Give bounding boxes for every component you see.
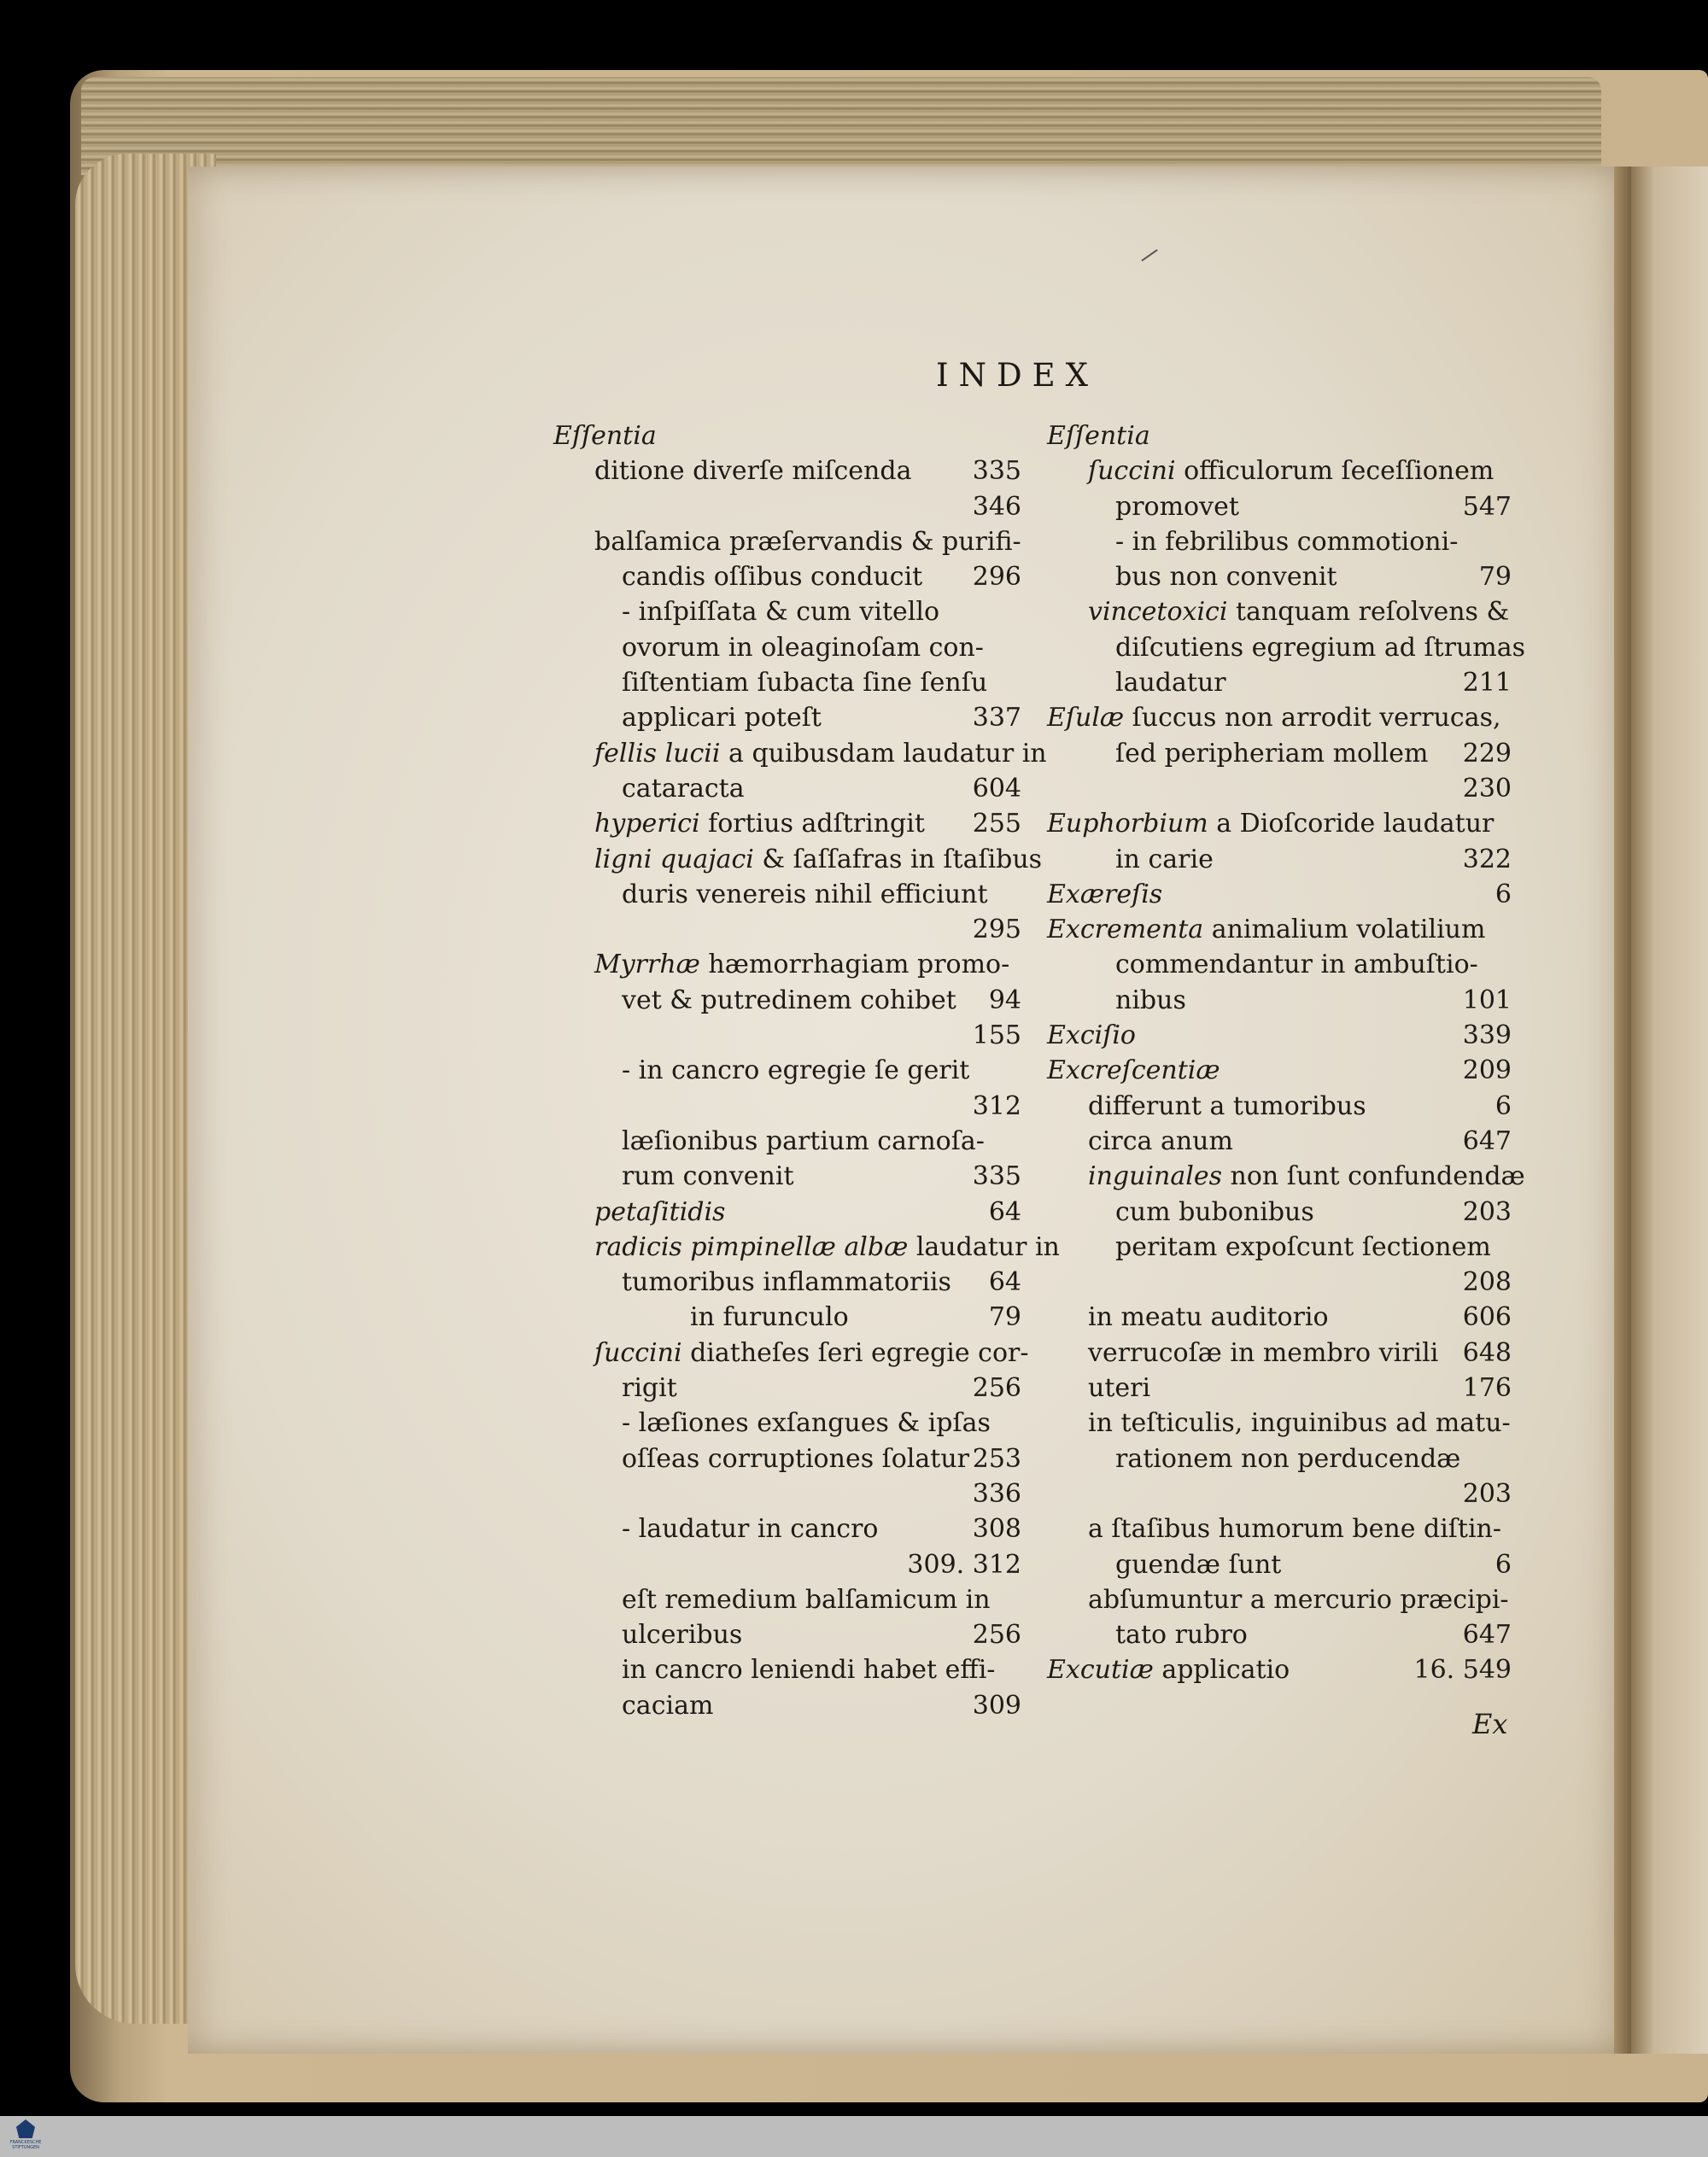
entry-text: - in febrilibus commotioni-: [1115, 526, 1459, 557]
index-entry: [1047, 842, 1512, 877]
index-entry: [1047, 524, 1512, 559]
next-page-edge: [1631, 167, 1708, 2054]
entry-text: rigit: [622, 1373, 677, 1404]
index-entry: [553, 1582, 1021, 1617]
index-entry: [1047, 489, 1512, 524]
index-entry: [1047, 559, 1512, 594]
entry-text: verrucoſæ in membro virili: [1088, 1337, 1439, 1368]
index-entry: [1047, 1018, 1512, 1053]
entry-page-number: 648: [1462, 1337, 1512, 1368]
entry-page-number: 337: [972, 703, 1021, 734]
entry-page-number: 230: [1462, 773, 1512, 804]
page-edges-top: [81, 77, 1601, 175]
index-entry: [1047, 1547, 1512, 1582]
entry-page-number: 79: [1478, 562, 1512, 593]
index-entry: [1047, 1265, 1512, 1300]
entry-page-number: 336: [972, 1478, 1021, 1509]
index-entry: [553, 1300, 1021, 1335]
index-entry: [1047, 700, 1512, 735]
entry-page-number: 256: [972, 1620, 1021, 1651]
index-entry: [553, 1124, 1021, 1159]
index-entry: [1047, 1371, 1512, 1406]
entry-text: petaſitidis: [594, 1196, 726, 1227]
entry-text: Excreſcentiæ: [1047, 1055, 1220, 1086]
entry-text: guendæ ſunt: [1115, 1549, 1282, 1580]
index-entry: [553, 736, 1047, 771]
entry-text: ligni quajaci & ſaſſafras in ſtaſibus: [594, 844, 1043, 874]
entry-page-number: 16. 549: [1413, 1655, 1512, 1686]
entry-page-number: 64: [988, 1196, 1021, 1227]
index-entry: [553, 1688, 1021, 1723]
entry-text: duris venereis nihil efficiunt: [622, 879, 988, 909]
entry-text: laudatur: [1115, 668, 1226, 699]
index-entry: [553, 947, 1021, 982]
index-entry: [1047, 1053, 1512, 1088]
entry-page-number: 309. 312: [907, 1549, 1021, 1580]
index-entry: [553, 453, 1021, 488]
entry-text: uteri: [1088, 1373, 1151, 1404]
entry-text: differunt a tumoribus: [1088, 1090, 1366, 1121]
index-entry: [1047, 1406, 1512, 1441]
entry-page-number: 203: [1462, 1196, 1512, 1227]
entry-page-number: 295: [972, 915, 1021, 945]
index-entry: [553, 842, 1043, 877]
index-entry: [553, 524, 1021, 559]
entry-text: inguinales non ſunt confundendæ: [1088, 1161, 1525, 1192]
entry-text: fellis lucii a quibusdam laudatur in: [594, 738, 1047, 769]
entry-page-number: 6: [1494, 879, 1512, 909]
entry-text: a ſtaſibus humorum bene diſtin-: [1088, 1514, 1501, 1545]
entry-page-number: 79: [988, 1302, 1021, 1333]
entry-page-number: 647: [1462, 1125, 1512, 1156]
entry-text: Excrementa animalium volatilium: [1047, 915, 1486, 945]
entry-text: Excutiæ applicatio: [1047, 1655, 1290, 1686]
entry-text: promovet: [1115, 491, 1239, 522]
index-entry: [1047, 1124, 1512, 1159]
index-entry: [1047, 877, 1512, 912]
entry-page-number: 94: [988, 985, 1021, 1015]
entry-text: tato rubro: [1115, 1620, 1248, 1651]
index-entry: [553, 1547, 1021, 1582]
entry-page-number: 604: [972, 773, 1021, 804]
entry-text: ſuccini diatheſes ſeri egregie cor-: [594, 1337, 1029, 1368]
index-entry: [553, 559, 1021, 594]
index-entry: [553, 1265, 1021, 1300]
entry-text: eſt remedium balſamicum in: [622, 1584, 991, 1615]
index-entry: [553, 771, 1021, 806]
entry-text: vincetoxici tanquam reſolvens &: [1088, 597, 1510, 628]
index-entry: [553, 1371, 1021, 1406]
viewer-bottom-bar: [0, 2116, 1708, 2157]
entry-text: - læſiones exſangues & ipſas: [622, 1408, 991, 1439]
entry-text: commendantur in ambuſtio-: [1115, 950, 1478, 980]
entry-page-number: 211: [1462, 668, 1512, 699]
entry-text: - inſpiſſata & cum vitello: [622, 597, 940, 628]
index-entry: [1047, 983, 1512, 1018]
entry-text: ovorum in oleaginoſam con-: [622, 632, 984, 663]
entry-text: in furunculo: [690, 1302, 849, 1333]
entry-page-number: 322: [1462, 844, 1512, 874]
index-entry: [1047, 630, 1526, 665]
entry-text: ſiſtentiam ſubacta ſine ſenſu: [622, 668, 988, 699]
entry-text: rum convenit: [622, 1161, 794, 1192]
entry-page-number: 209: [1462, 1055, 1512, 1086]
index-entry: [1047, 418, 1512, 453]
index-entry: [1047, 771, 1512, 806]
index-entry: [553, 1652, 1021, 1687]
entry-text: candis oſſibus conducit: [622, 562, 923, 593]
index-entry: [1047, 1511, 1512, 1546]
entry-text: Myrrhæ hæmorrhagiam promo-: [594, 950, 1010, 980]
index-entry: [553, 1089, 1021, 1124]
entry-page-number: 6: [1494, 1549, 1512, 1580]
index-entry: [553, 912, 1021, 947]
index-entry: [1047, 1089, 1512, 1124]
index-entry: [553, 700, 1021, 735]
entry-page-number: 346: [972, 491, 1021, 522]
entry-text: applicari poteſt: [622, 703, 822, 734]
entry-text: in teſticulis, inguinibus ad matu-: [1088, 1408, 1511, 1439]
entry-page-number: 101: [1462, 985, 1512, 1015]
index-entry: [553, 630, 1021, 665]
entry-text: ſuccini officulorum ſeceſſionem: [1088, 456, 1494, 487]
entry-page-number: 64: [988, 1267, 1021, 1298]
index-entry: [1047, 1300, 1512, 1335]
index-entry: [553, 1053, 1021, 1088]
entry-text: in meatu auditorio: [1088, 1302, 1329, 1333]
index-entry: [1047, 665, 1512, 700]
entry-text: oſſeas corruptiones ſolatur: [622, 1443, 969, 1474]
index-entry: [1047, 947, 1512, 982]
entry-page-number: 339: [1462, 1020, 1512, 1051]
entry-text: hyperici fortius adſtringit: [594, 809, 925, 839]
page-header: INDEX: [936, 357, 1099, 394]
index-entry: [553, 1336, 1029, 1371]
entry-page-number: 6: [1494, 1090, 1512, 1121]
entry-text: Eſſentia: [1047, 421, 1150, 451]
entry-text: bus non convenit: [1115, 562, 1337, 593]
entry-text: peritam expoſcunt ſectionem: [1115, 1231, 1491, 1262]
index-entry: [553, 1476, 1021, 1511]
index-entry: [553, 1159, 1021, 1194]
entry-text: cataracta: [622, 773, 745, 804]
entry-text: læſionibus partium carnoſa-: [622, 1125, 985, 1156]
catchword: Ex: [1472, 1708, 1508, 1740]
index-entry: [1047, 1582, 1512, 1617]
entry-text: nibus: [1115, 985, 1186, 1015]
entry-page-number: 203: [1462, 1478, 1512, 1509]
index-entry: [553, 594, 1021, 629]
index-entry: [553, 1195, 1021, 1230]
entry-page-number: 155: [972, 1020, 1021, 1051]
index-entry: [1047, 736, 1512, 771]
index-entry: [1047, 453, 1512, 488]
entry-text: diſcutiens egregium ad ſtrumas: [1115, 632, 1526, 663]
entry-page-number: 308: [972, 1514, 1021, 1545]
entry-text: Eſulæ ſuccus non arrodit verrucas,: [1047, 703, 1501, 734]
entry-text: in cancro leniendi habet effi-: [622, 1655, 996, 1686]
entry-page-number: 312: [972, 1090, 1021, 1121]
index-entry: [553, 665, 1021, 700]
entry-page-number: 606: [1462, 1302, 1512, 1333]
library-logo-text: FRANCKESCHE STIFTUNGEN: [9, 2140, 42, 2150]
index-entry: [1047, 1336, 1512, 1371]
entry-page-number: 335: [972, 456, 1021, 487]
entry-text: caciam: [622, 1690, 714, 1721]
entry-text: in carie: [1115, 844, 1214, 874]
index-entry: [1047, 1230, 1512, 1265]
index-entry: [1047, 1195, 1512, 1230]
index-entry: [1047, 1441, 1512, 1476]
index-entry: [553, 1511, 1021, 1546]
entry-page-number: 335: [972, 1161, 1021, 1192]
index-entry: [553, 877, 1021, 912]
index-entry: [553, 806, 1021, 841]
index-entry: [553, 983, 1021, 1018]
entry-text: tumoribus inflammatoriis: [622, 1267, 951, 1298]
entry-page-number: 253: [972, 1443, 1021, 1474]
index-entry: [1047, 912, 1512, 947]
index-entry: [553, 489, 1021, 524]
index-entry: [1047, 594, 1512, 629]
index-entry: [553, 1441, 1021, 1476]
library-logo-icon: [16, 2119, 35, 2138]
entry-text: - laudatur in cancro: [622, 1514, 879, 1545]
entry-text: ulceribus: [622, 1620, 743, 1651]
entry-text: vet & putredinem cohibet: [622, 985, 956, 1015]
entry-text: balſamica præſervandis & purifi-: [594, 526, 1021, 557]
entry-text: Eſſentia: [553, 421, 657, 451]
entry-text: - in cancro egregie ſe gerit: [622, 1055, 970, 1086]
entry-text: Exciſio: [1047, 1020, 1136, 1051]
entry-page-number: 176: [1462, 1373, 1512, 1404]
index-entry: [1047, 1159, 1525, 1194]
entry-text: radicis pimpinellæ albæ laudatur in: [594, 1231, 1060, 1262]
index-entry: [553, 1018, 1021, 1053]
entry-page-number: 256: [972, 1373, 1021, 1404]
entry-text: Euphorbium a Dioſcoride laudatur: [1047, 809, 1494, 839]
index-column-left: [553, 418, 1060, 1723]
entry-page-number: 547: [1462, 491, 1512, 522]
entry-page-number: 229: [1462, 738, 1512, 769]
entry-page-number: 647: [1462, 1620, 1512, 1651]
entry-text: ſed peripheriam mollem: [1115, 738, 1429, 769]
entry-page-number: 255: [972, 809, 1021, 839]
index-entry: [553, 1230, 1060, 1265]
entry-text: cum bubonibus: [1115, 1196, 1314, 1227]
entry-page-number: 208: [1462, 1267, 1512, 1298]
index-entry: [553, 1617, 1021, 1652]
entry-page-number: 309: [972, 1690, 1021, 1721]
entry-text: ditione diverſe miſcenda: [594, 456, 912, 487]
index-entry: [1047, 1652, 1512, 1687]
entry-text: circa anum: [1088, 1125, 1233, 1156]
entry-text: abſumuntur a mercurio præcipi-: [1088, 1584, 1509, 1615]
index-entry: [1047, 1476, 1512, 1511]
library-logo[interactable]: [7, 2119, 44, 2154]
index-entry: [1047, 806, 1512, 841]
entry-page-number: 296: [972, 562, 1021, 593]
index-entry: [1047, 1617, 1512, 1652]
index-entry: [553, 1406, 1021, 1441]
entry-text: rationem non perducendæ: [1115, 1443, 1461, 1474]
entry-text: Exæreſis: [1047, 879, 1163, 909]
index-entry: [553, 418, 1021, 453]
index-column-right: [1047, 418, 1526, 1688]
